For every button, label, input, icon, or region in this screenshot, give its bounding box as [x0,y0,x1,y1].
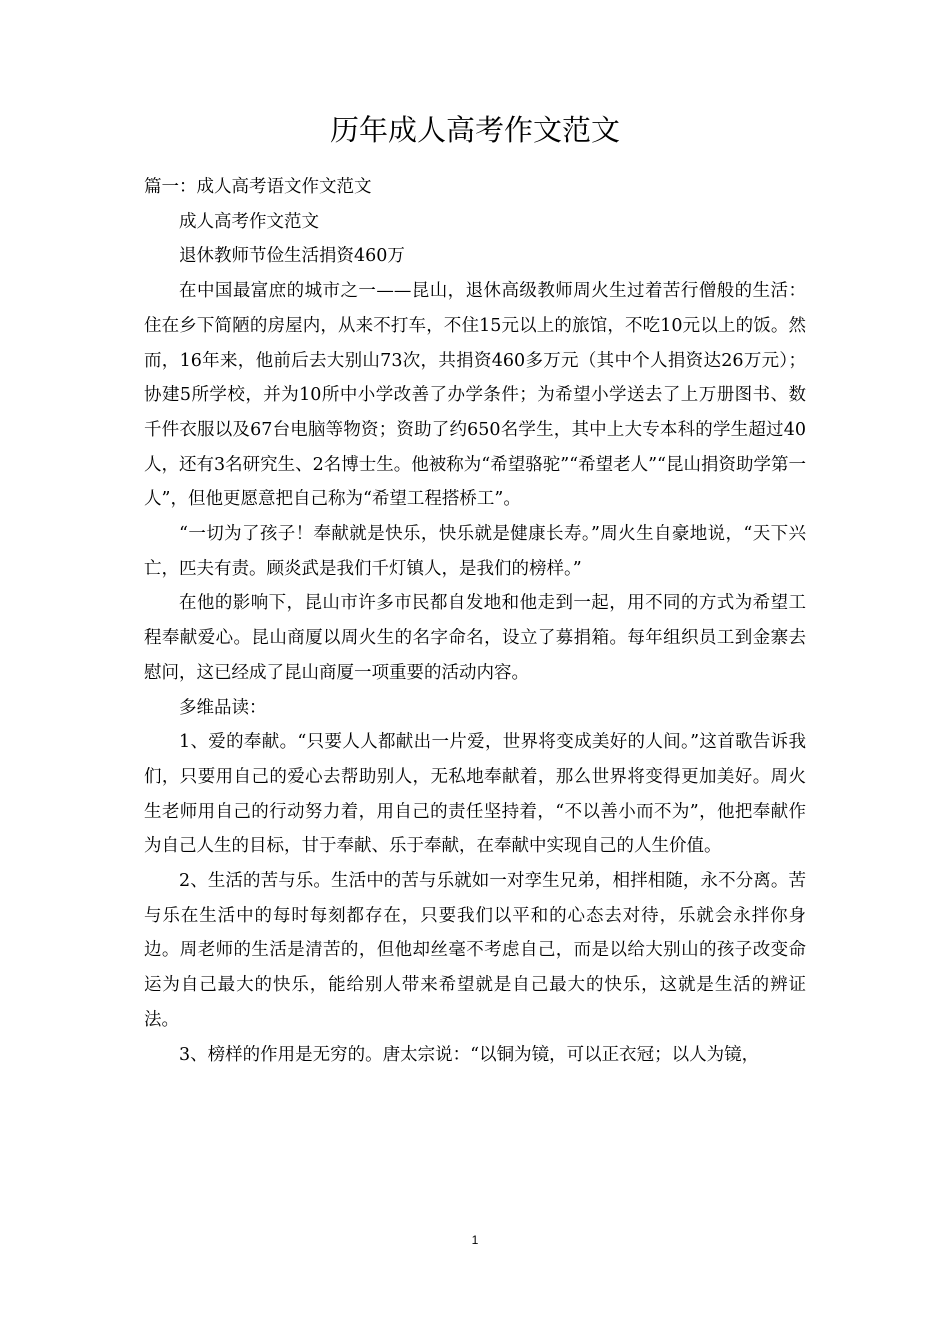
paragraph-point-1: 1、爱的奉献。“只要人人都献出一片爱，世界将变成美好的人间。”这首歌告诉我们，只要用自己的爱心去帮助别人，无私地奉献着，那么世界将变得更加美好。周火生老师用自己的行动努力着，用自己的责任坚持着，“不以善小而不为”，他把奉献作为自己人生的目标，甘于奉献、乐于奉献，在奉献中实现自己的人生价值。 [144,732,806,857]
paragraph-point-2: 2、生活的苦与乐。生活中的苦与乐就如一对孪生兄弟，相拌相随，永不分离。苦与乐在生活中的每时每刻都存在，只要我们以平和的心态去对待，乐就会永拌你身边。周老师的生活是清苦的，但他却丝毫不考虑自己，而是以给大别山的孩子改变命运为自己最大的快乐，能给别人带来希望就是自己最大的快乐，这就是生活的辨证法。 [144,871,806,1030]
paragraph-quote: “一切为了孩子！奉献就是快乐，快乐就是健康长寿。”周火生自豪地说，“天下兴亡，匹夫有责。顾炎武是我们千灯镇人，是我们的榜样。” [144,524,806,579]
page-number: 1 [471,1233,479,1247]
paragraph-body: 在中国最富庶的城市之一——昆山，退休高级教师周火生过着苦行僧般的生活：住在乡下简陋的房屋内，从来不打车，不住15元以上的旅馆，不吃10元以上的饭。然而，16年来，他前后去大别山73次，共捐资460多万元（其中个人捐资达26万元）；协建5所学校，并为10所中小学改善了办学条件；为希望小学送去了上万册图书、数千件衣服以及67台电脑等物资；资助了约650名学生，其中上大专本科的学生超过40人，还有3名研究生、2名博士生。他被称为“希望骆驼”“希望老人”“昆山捐资助学第一人”，但他更愿意把自己称为“希望工程搭桥工”。 [144,281,806,510]
paragraph-body: 在他的影响下，昆山市许多市民都自发地和他走到一起，用不同的方式为希望工程奉献爱心。昆山商厦以周火生的名字命名，设立了募捐箱。每年组织员工到金寨去慰问，这已经成了昆山商厦一项重要的活动内容。 [144,593,806,683]
paragraph-point-3: 3、榜样的作用是无穷的。唐太宗说：“以铜为镜，可以正衣冠；以人为镜， [179,1044,760,1065]
document-body [144,170,806,1072]
paragraph-section-heading: 篇一：成人高考语文作文范文 [144,177,372,197]
paragraph-reading-heading: 多维品读： [179,697,267,718]
paragraph-subtitle: 成人高考作文范文 [179,211,319,232]
paragraph-article-headline: 退休教师节俭生活捐资460万 [179,246,405,267]
document-title: 历年成人高考作文范文 [329,113,620,147]
